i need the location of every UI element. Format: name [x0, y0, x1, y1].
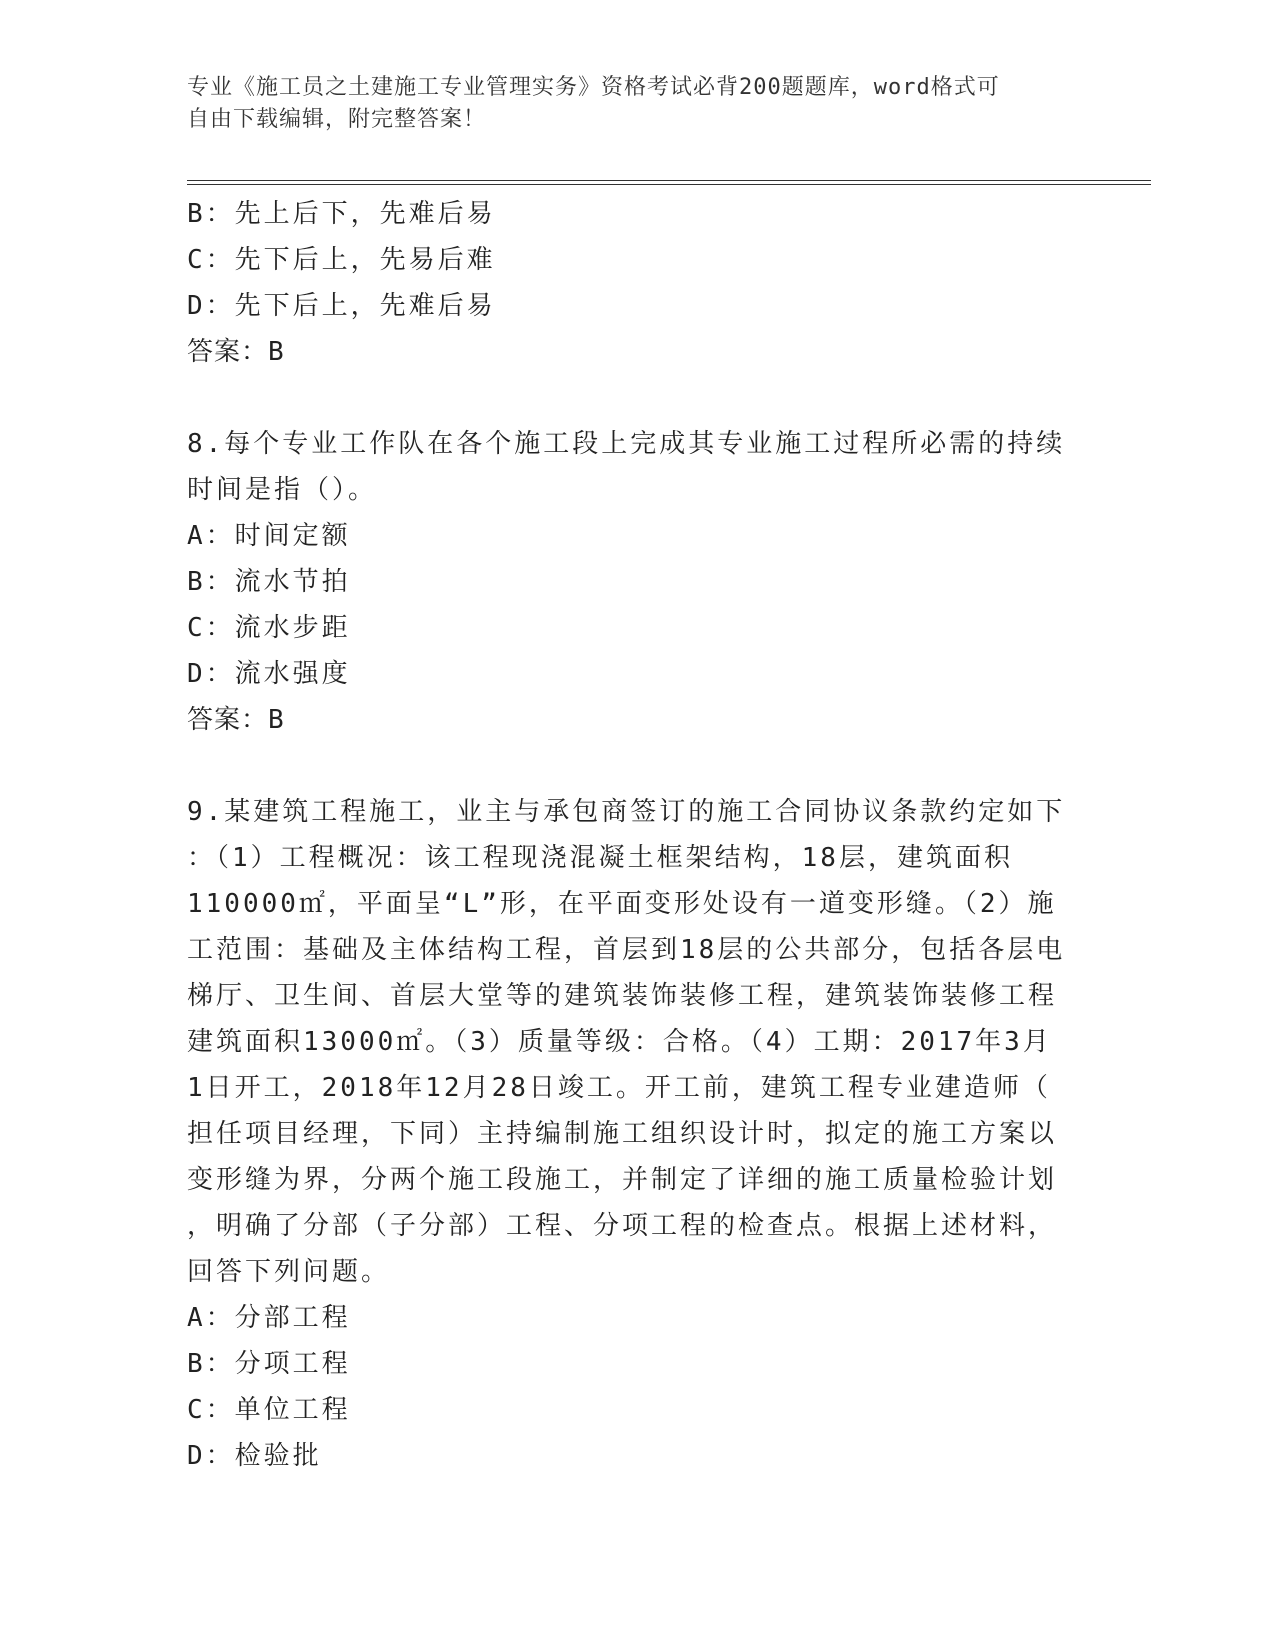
question-stem-line: 回答下列问题。 — [187, 1257, 391, 1287]
question-content — [187, 191, 1087, 1479]
question-stem-line: 变形缝为界，分两个施工段施工，并制定了详细的施工质量检验计划 — [187, 1165, 1058, 1195]
header-title-line-1: 专业《施工员之土建施工专业管理实务》资格考试必背200题题库，word格式可 — [187, 75, 1000, 100]
answer-line: 答案：B — [187, 705, 285, 735]
question-stem-line: 8.每个专业工作队在各个施工段上完成其专业施工过程所必需的持续 — [187, 429, 1066, 459]
option-c: C：先下后上，先易后难 — [187, 245, 496, 275]
option-d: D：检验批 — [187, 1441, 322, 1471]
spacer — [187, 743, 1087, 789]
document-header — [187, 72, 1067, 136]
question-stem-line: 110000㎡，平面呈“L”形，在平面变形处设有一道变形缝。（2）施 — [187, 889, 1057, 919]
question-stem-line: 建筑面积13000㎡。（3）质量等级：合格。（4）工期：2017年3月 — [187, 1027, 1052, 1057]
question-stem-line: 担任项目经理，下同）主持编制施工组织设计时，拟定的施工方案以 — [187, 1119, 1058, 1149]
question-stem-line: ：（1）工程概况：该工程现浇混凝土框架结构，18层，建筑面积 — [187, 843, 1013, 873]
option-b: B：先上后下，先难后易 — [187, 199, 496, 229]
option-c: C：流水步距 — [187, 613, 351, 643]
option-a: A：时间定额 — [187, 521, 351, 551]
option-a: A：分部工程 — [187, 1303, 351, 1333]
question-stem-line: 9.某建筑工程施工，业主与承包商签订的施工合同协议条款约定如下 — [187, 797, 1066, 827]
option-d: D：先下后上，先难后易 — [187, 291, 496, 321]
question-stem-line: ，明确了分部（子分部）工程、分项工程的检查点。根据上述材料， — [187, 1211, 1058, 1241]
header-divider-top — [187, 180, 1151, 181]
question-8 — [187, 421, 1087, 743]
header-title-line-2: 自由下载编辑，附完整答案！ — [187, 107, 487, 132]
question-stem-line: 工范围：基础及主体结构工程，首层到18层的公共部分，包括各层电 — [187, 935, 1066, 965]
spacer — [187, 375, 1087, 421]
question-9 — [187, 789, 1087, 1479]
question-stem-line: 梯厅、卫生间、首层大堂等的建筑装饰装修工程，建筑装饰装修工程 — [187, 981, 1058, 1011]
answer-line: 答案：B — [187, 337, 285, 367]
option-b: B：流水节拍 — [187, 567, 351, 597]
header-divider-bottom — [187, 184, 1151, 185]
question-stem-line: 1日开工，2018年12月28日竣工。开工前，建筑工程专业建造师（ — [187, 1073, 1051, 1103]
question-stem-line: 时间是指（）。 — [187, 475, 378, 505]
option-c: C：单位工程 — [187, 1395, 351, 1425]
option-d: D：流水强度 — [187, 659, 351, 689]
question-7-tail — [187, 191, 1087, 375]
option-b: B：分项工程 — [187, 1349, 351, 1379]
